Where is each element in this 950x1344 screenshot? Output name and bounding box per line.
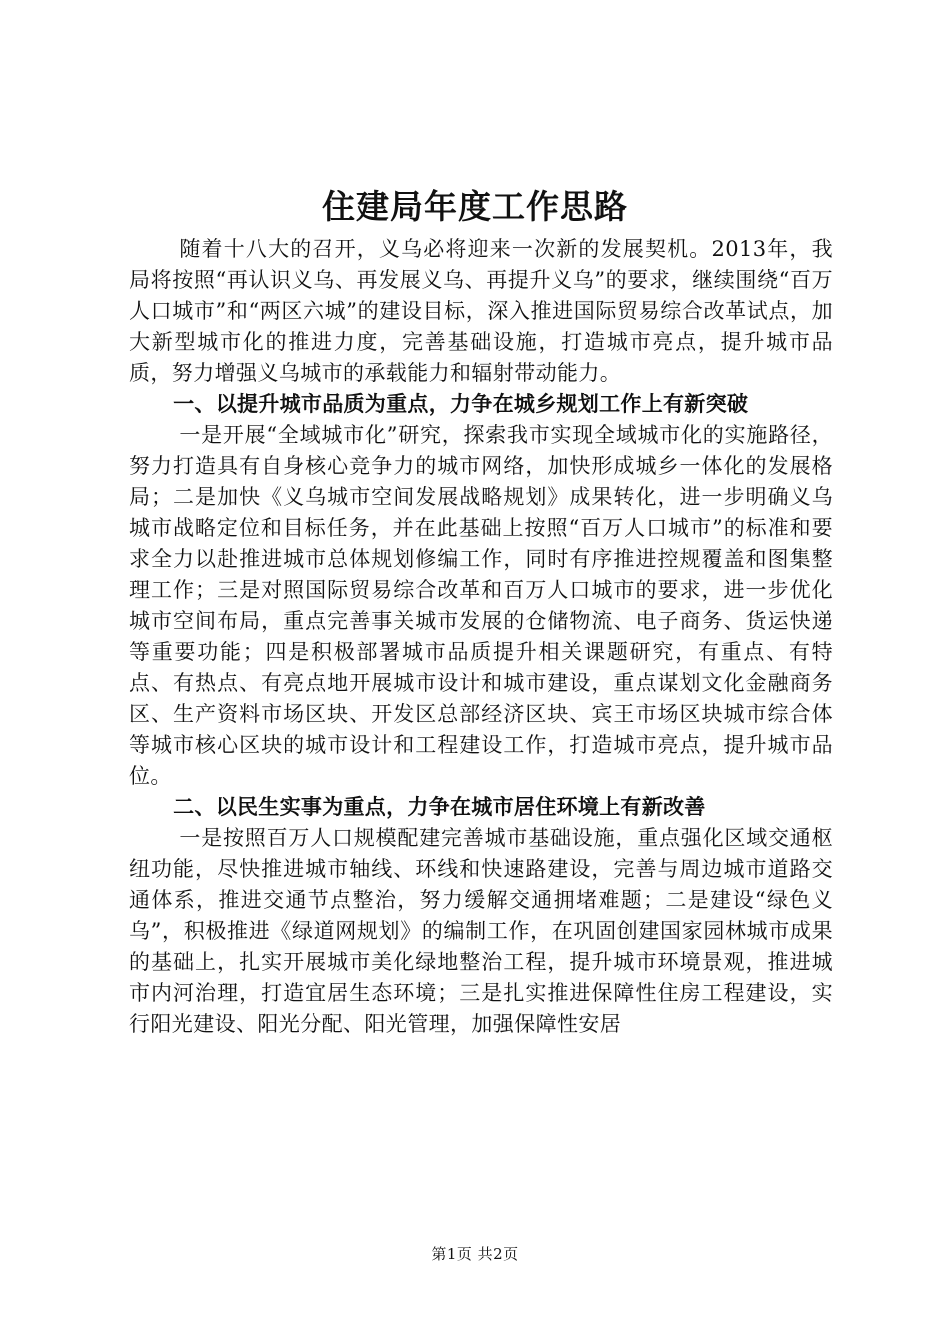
section-1 [129, 389, 833, 792]
section-paragraph: 一是按照百万人口规模配建完善城市基础设施，重点强化区域交通枢纽功能，尽快推进城市轴线、环线和快速路建设，完善与周边城市道路交通体系，推进交通节点整治，努力缓解交通拥堵难题；二是建设“绿色义乌”，积极推进《绿道网规划》的编制工作，在巩固创建国家园林城市成果的基础上，扎实开展城市美化绿地整治工程，提升城市环境景观，推进城市内河治理，打造宜居生态环境；三是扎实推进保障性住房工程建设，实行阳光建设、阳光分配、阳光管理，加强保障性安居 [129, 826, 833, 1036]
section-paragraph: 一是开展“全域城市化”研究，探索我市实现全域城市化的实施路径，努力打造具有自身核心竞争力的城市网络，加快形成城乡一体化的发展格局；二是加快《义乌城市空间发展战略规划》成果转化，进一步明确义乌城市战略定位和目标任务，并在此基础上按照“百万人口城市”的标准和要求全力以赴推进城市总体规划修编工作，同时有序推进控规覆盖和图集整理工作；三是对照国际贸易综合改革和百万人口城市的要求，进一步优化城市空间布局，重点完善事关城市发展的仓储物流、电子商务、货运快递等重要功能；四是积极部署城市品质提升相关课题研究，有重点、有特点、有热点、有亮点地开展城市设计和城市建设，重点谋划文化金融商务区、生产资料市场区块、开发区总部经济区块、宾王市场区块城市综合体等城市核心区块的城市设计和工程建设工作，打造城市亮点，提升城市品位。 [129, 423, 833, 788]
document-body [129, 234, 833, 1040]
section-heading: 二、以民生实事为重点，力争在城市居住环境上有新改善 [173, 795, 706, 819]
document-title: 住建局年度工作思路 [322, 187, 628, 226]
section-heading: 一、以提升城市品质为重点，力争在城乡规划工作上有新突破 [173, 392, 749, 416]
page-number-footer: 第1页 共2页 [431, 1245, 519, 1263]
intro-paragraph: 随着十八大的召开，义乌必将迎来一次新的发展契机。2013年，我局将按照“再认识义乌、再发展义乌、再提升义乌”的要求，继续围绕“百万人口城市”和“两区六城”的建设目标，深入推进国际贸易综合改革试点，加大新型城市化的推进力度，完善基础设施，打造城市亮点，提升城市品质，努力增强义乌城市的承载能力和辐射带动能力。 [129, 237, 833, 385]
section-2 [129, 792, 833, 1040]
